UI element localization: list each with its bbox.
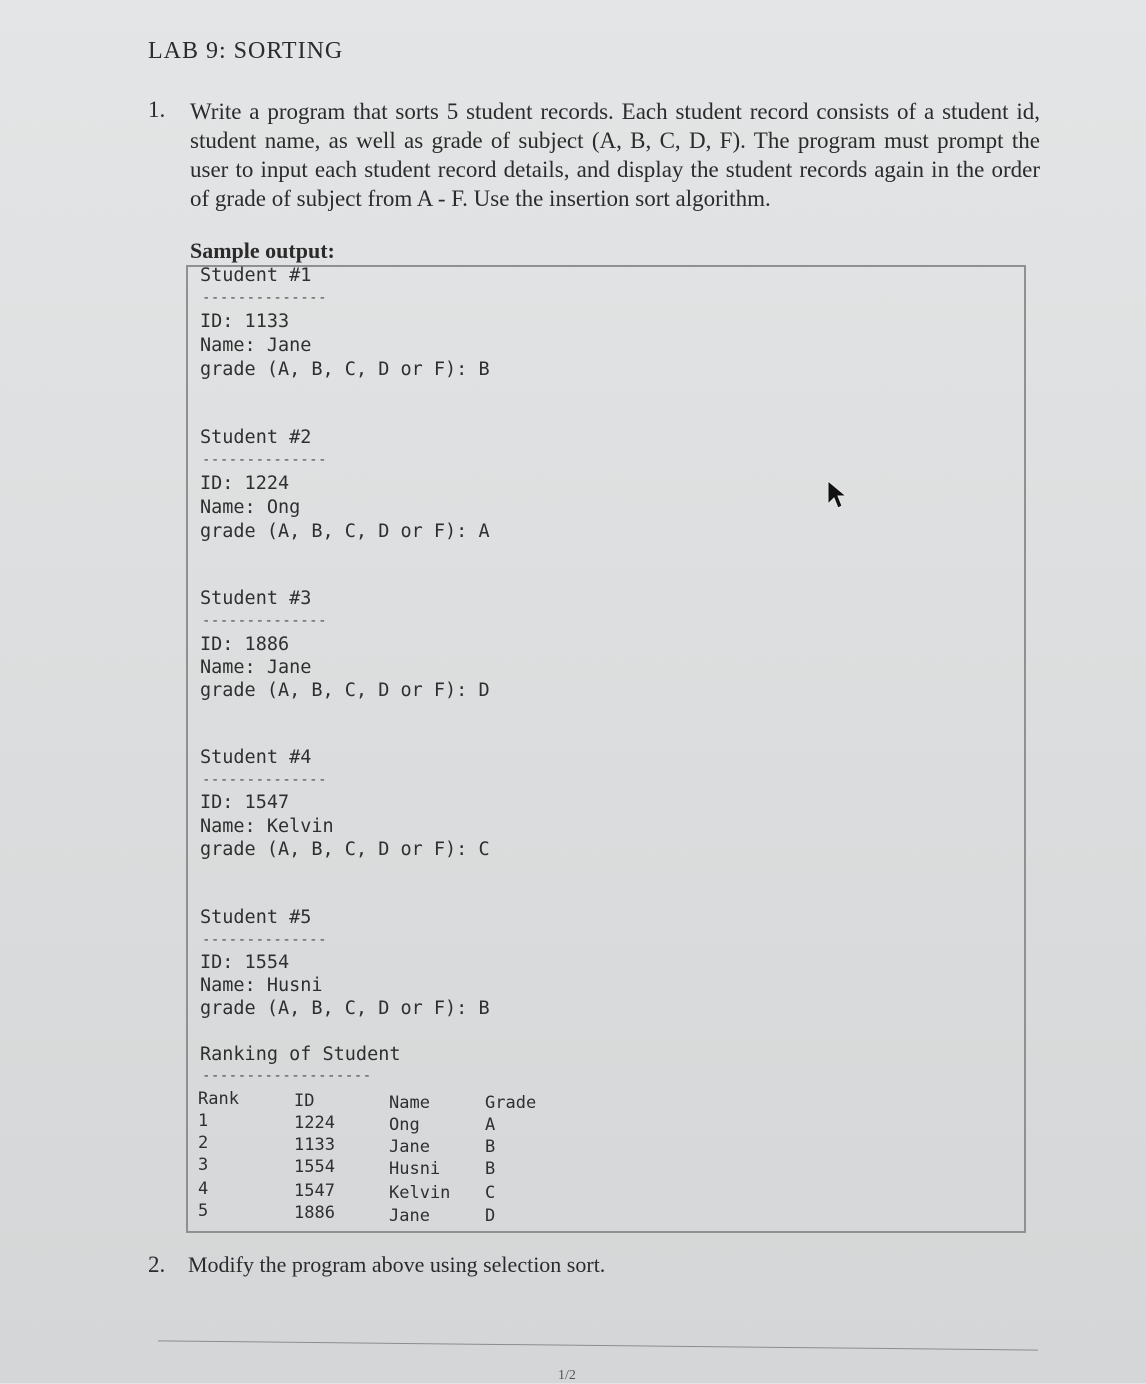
question-2-text: Modify the program above using selection sort.	[188, 1252, 606, 1277]
student-header: Student #2	[200, 427, 312, 448]
name-cell: Kelvin	[389, 1183, 451, 1203]
student-id-line: ID: 1547	[200, 792, 290, 813]
student-grade-line: grade (A, B, C, D or F): A	[200, 521, 490, 542]
table-header-name: Name	[389, 1093, 430, 1113]
footer-rule	[158, 1340, 1038, 1350]
table-header-id: ID	[294, 1091, 315, 1111]
id-cell: 1133	[294, 1135, 335, 1155]
student-name-line: Name: Kelvin	[200, 816, 334, 837]
rank-cell: 4	[198, 1179, 209, 1199]
divider-dashes: --------------	[202, 452, 328, 468]
grade-cell: C	[485, 1183, 496, 1203]
student-id-line: ID: 1224	[200, 473, 290, 494]
question-2-number: 2.	[148, 1252, 166, 1277]
grade-cell: D	[485, 1206, 496, 1226]
divider-dashes: --------------	[202, 772, 328, 788]
rank-cell: 1	[198, 1111, 209, 1131]
name-cell: Husni	[389, 1159, 441, 1179]
lab-title: LAB 9: SORTING	[148, 38, 344, 64]
student-id-line: ID: 1133	[200, 311, 290, 332]
name-cell: Ong	[389, 1115, 420, 1135]
grade-cell: B	[485, 1137, 496, 1157]
student-name-line: Name: Jane	[200, 657, 312, 678]
divider-dashes: --------------	[202, 290, 328, 306]
student-grade-line: grade (A, B, C, D or F): C	[200, 839, 490, 860]
rank-cell: 2	[198, 1133, 209, 1153]
student-name-line: Name: Ong	[200, 497, 301, 518]
id-cell: 1547	[294, 1181, 335, 1201]
grade-cell: B	[485, 1159, 496, 1179]
rank-cell: 3	[198, 1155, 209, 1175]
id-cell: 1886	[294, 1203, 335, 1223]
student-grade-line: grade (A, B, C, D or F): D	[200, 680, 490, 701]
id-cell: 1554	[294, 1157, 335, 1177]
divider-dashes: --------------	[202, 613, 328, 629]
mouse-pointer-icon	[826, 480, 848, 510]
student-name-line: Name: Jane	[200, 335, 312, 356]
question-1-number: 1.	[148, 97, 166, 122]
rank-cell: 5	[198, 1201, 209, 1221]
student-id-line: ID: 1886	[200, 634, 290, 655]
table-header-grade: Grade	[485, 1093, 537, 1113]
page-number: 1/2	[558, 1368, 576, 1383]
sample-output-label: Sample output:	[190, 238, 335, 263]
student-header: Student #1	[200, 265, 312, 286]
ranking-title: Ranking of Student	[200, 1044, 401, 1065]
divider-dashes: -------------------	[202, 1068, 372, 1084]
name-cell: Jane	[389, 1137, 430, 1157]
grade-cell: A	[485, 1115, 496, 1135]
sample-output-box	[186, 265, 1026, 1233]
student-header: Student #4	[200, 747, 312, 768]
student-name-line: Name: Husni	[200, 975, 323, 996]
id-cell: 1224	[294, 1113, 335, 1133]
question-1-text: Write a program that sorts 5 student records. Each student record consists of a student id, student name, as well as grade of subject (A, B, C, D, F). The program must prompt the user to input each student record details, and display the student records again in the order of grade of subject from A - F. Use the insertion sort algorithm.	[190, 99, 1040, 211]
student-header: Student #3	[200, 588, 312, 609]
student-grade-line: grade (A, B, C, D or F): B	[200, 359, 490, 380]
student-id-line: ID: 1554	[200, 952, 290, 973]
table-header-rank: Rank	[198, 1089, 239, 1109]
name-cell: Jane	[389, 1206, 430, 1226]
divider-dashes: --------------	[202, 932, 328, 948]
student-grade-line: grade (A, B, C, D or F): B	[200, 998, 490, 1019]
student-header: Student #5	[200, 907, 312, 928]
